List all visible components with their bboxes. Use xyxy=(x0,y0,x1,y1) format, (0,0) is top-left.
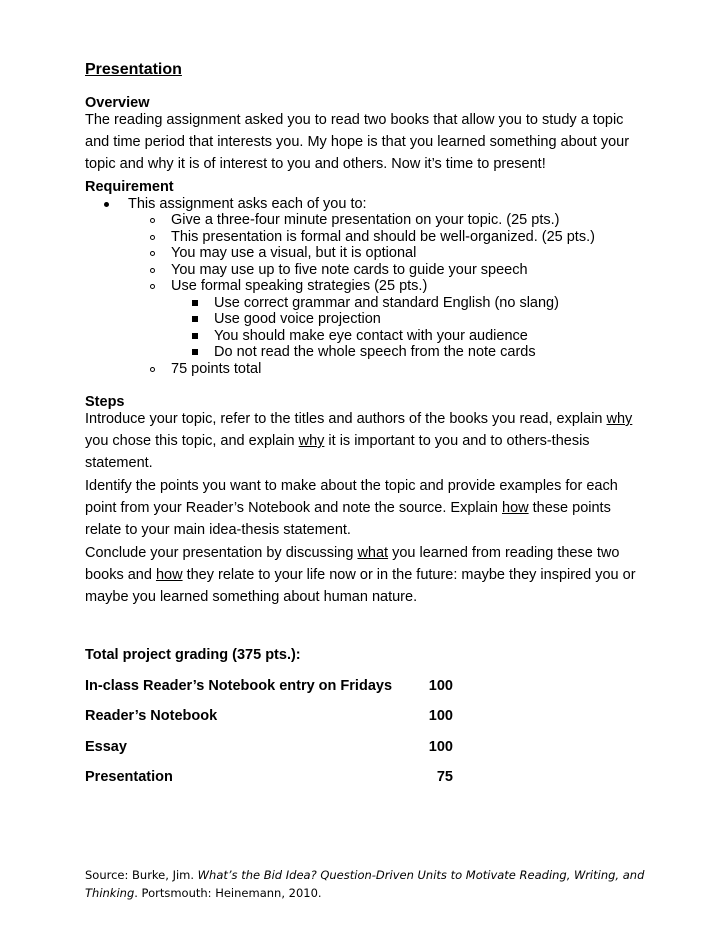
grading-row-label: Reader’s Notebook xyxy=(85,708,218,724)
square-bullet-icon xyxy=(192,316,198,322)
steps-paragraph-introduce xyxy=(85,408,645,474)
requirement-heading: Requirement xyxy=(85,179,174,195)
list-item: Use formal speaking strategies (25 pts.) xyxy=(171,278,428,294)
circle-bullet-icon xyxy=(150,284,155,289)
sub-item-marker xyxy=(192,328,198,345)
grading-row-points: 75 xyxy=(436,769,453,785)
sub-item-marker xyxy=(192,295,198,312)
steps-paragraph-conclude xyxy=(85,542,645,608)
list-item: This presentation is formal and should be well-organized. (25 pts.) xyxy=(171,229,595,245)
list-item-marker xyxy=(150,361,155,378)
overview-paragraph: The reading assignment asked you to read two books that allow you to study a topic and time period that interests you. My hope is that you learned something about your topic and why it is of interest to you and others. Now it’s time to present! xyxy=(85,112,630,172)
grading-row-label: In-class Reader’s Notebook entry on Fridays xyxy=(85,678,393,694)
sub-list-item: Use correct grammar and standard English (no slang) xyxy=(214,295,559,311)
source-book-title: What’s the Bid Idea? Question-Driven Units to Motivate Reading, Writing, and Thinking xyxy=(85,868,645,900)
list-item-marker xyxy=(150,212,155,229)
square-bullet-icon xyxy=(192,300,198,306)
paragraph-text: Identify the points you want to make about the topic and provide examples for each point from your Reader’s Notebook and note the source. Explain xyxy=(85,478,618,516)
grading-row-points: 100 xyxy=(428,678,453,694)
circle-bullet-icon xyxy=(150,218,155,223)
emphasis-word: why xyxy=(606,411,633,427)
grading-row-label: Essay xyxy=(85,739,127,755)
emphasis-word: how xyxy=(155,567,183,583)
list-item: Give a three-four minute presentation on your topic. (25 pts.) xyxy=(171,212,560,228)
grading-row-points: 100 xyxy=(428,739,453,755)
requirement-total: 75 points total xyxy=(171,361,262,377)
sub-list-item: You should make eye contact with your audience xyxy=(214,328,528,344)
paragraph-text: you chose this topic, and explain xyxy=(85,433,299,449)
emphasis-word: how xyxy=(502,500,529,516)
paragraph-text: these points relate to your main idea-thesis statement. xyxy=(85,500,611,538)
square-bullet-icon xyxy=(192,333,198,339)
paragraph-text: they relate to your life now or in the future: maybe they inspired you or maybe you learned something about human nature. xyxy=(85,567,636,605)
page-title: Presentation xyxy=(85,61,182,78)
source-suffix: . Portsmouth: Heinemann, 2010. xyxy=(134,886,322,900)
source-prefix: Source: Burke, Jim. xyxy=(85,868,198,882)
square-bullet-icon xyxy=(192,349,198,355)
paragraph-text: Introduce your topic, refer to the titles and authors of the books you read, explain xyxy=(85,411,607,427)
circle-bullet-icon xyxy=(150,268,155,273)
overview-heading: Overview xyxy=(85,95,150,111)
grading-heading: Total project grading (375 pts.): xyxy=(85,647,301,663)
steps-paragraph-identify xyxy=(85,475,645,541)
paragraph-text: you learned from reading these two books and xyxy=(85,545,620,583)
grading-row-label: Presentation xyxy=(85,769,173,785)
circle-bullet-icon xyxy=(150,235,155,240)
sub-list-item: Use good voice projection xyxy=(214,311,381,327)
list-item: You may use up to five note cards to guide your speech xyxy=(171,262,528,278)
list-item: You may use a visual, but it is optional xyxy=(171,245,417,261)
paragraph-text: it is important to you and to others-thesis statement. xyxy=(85,433,590,471)
source-citation xyxy=(85,866,645,902)
sub-list-item: Do not read the whole speech from the note cards xyxy=(214,344,536,360)
circle-bullet-icon xyxy=(150,251,155,256)
list-item-marker xyxy=(150,262,155,279)
emphasis-word: what xyxy=(357,545,389,561)
steps-heading: Steps xyxy=(85,394,125,410)
list-item-marker xyxy=(150,278,155,295)
circle-bullet-icon xyxy=(150,367,155,372)
list-item-marker xyxy=(150,229,155,246)
sub-item-marker xyxy=(192,344,198,361)
list-item-marker xyxy=(150,245,155,262)
emphasis-word: why xyxy=(298,433,325,449)
sub-item-marker xyxy=(192,311,198,328)
requirement-intro: This assignment asks each of you to: xyxy=(128,196,367,212)
requirement-bullet xyxy=(104,196,109,213)
grading-row-points: 100 xyxy=(428,708,453,724)
paragraph-text: Conclude your presentation by discussing xyxy=(85,545,358,561)
bullet-dot-icon xyxy=(104,202,109,207)
